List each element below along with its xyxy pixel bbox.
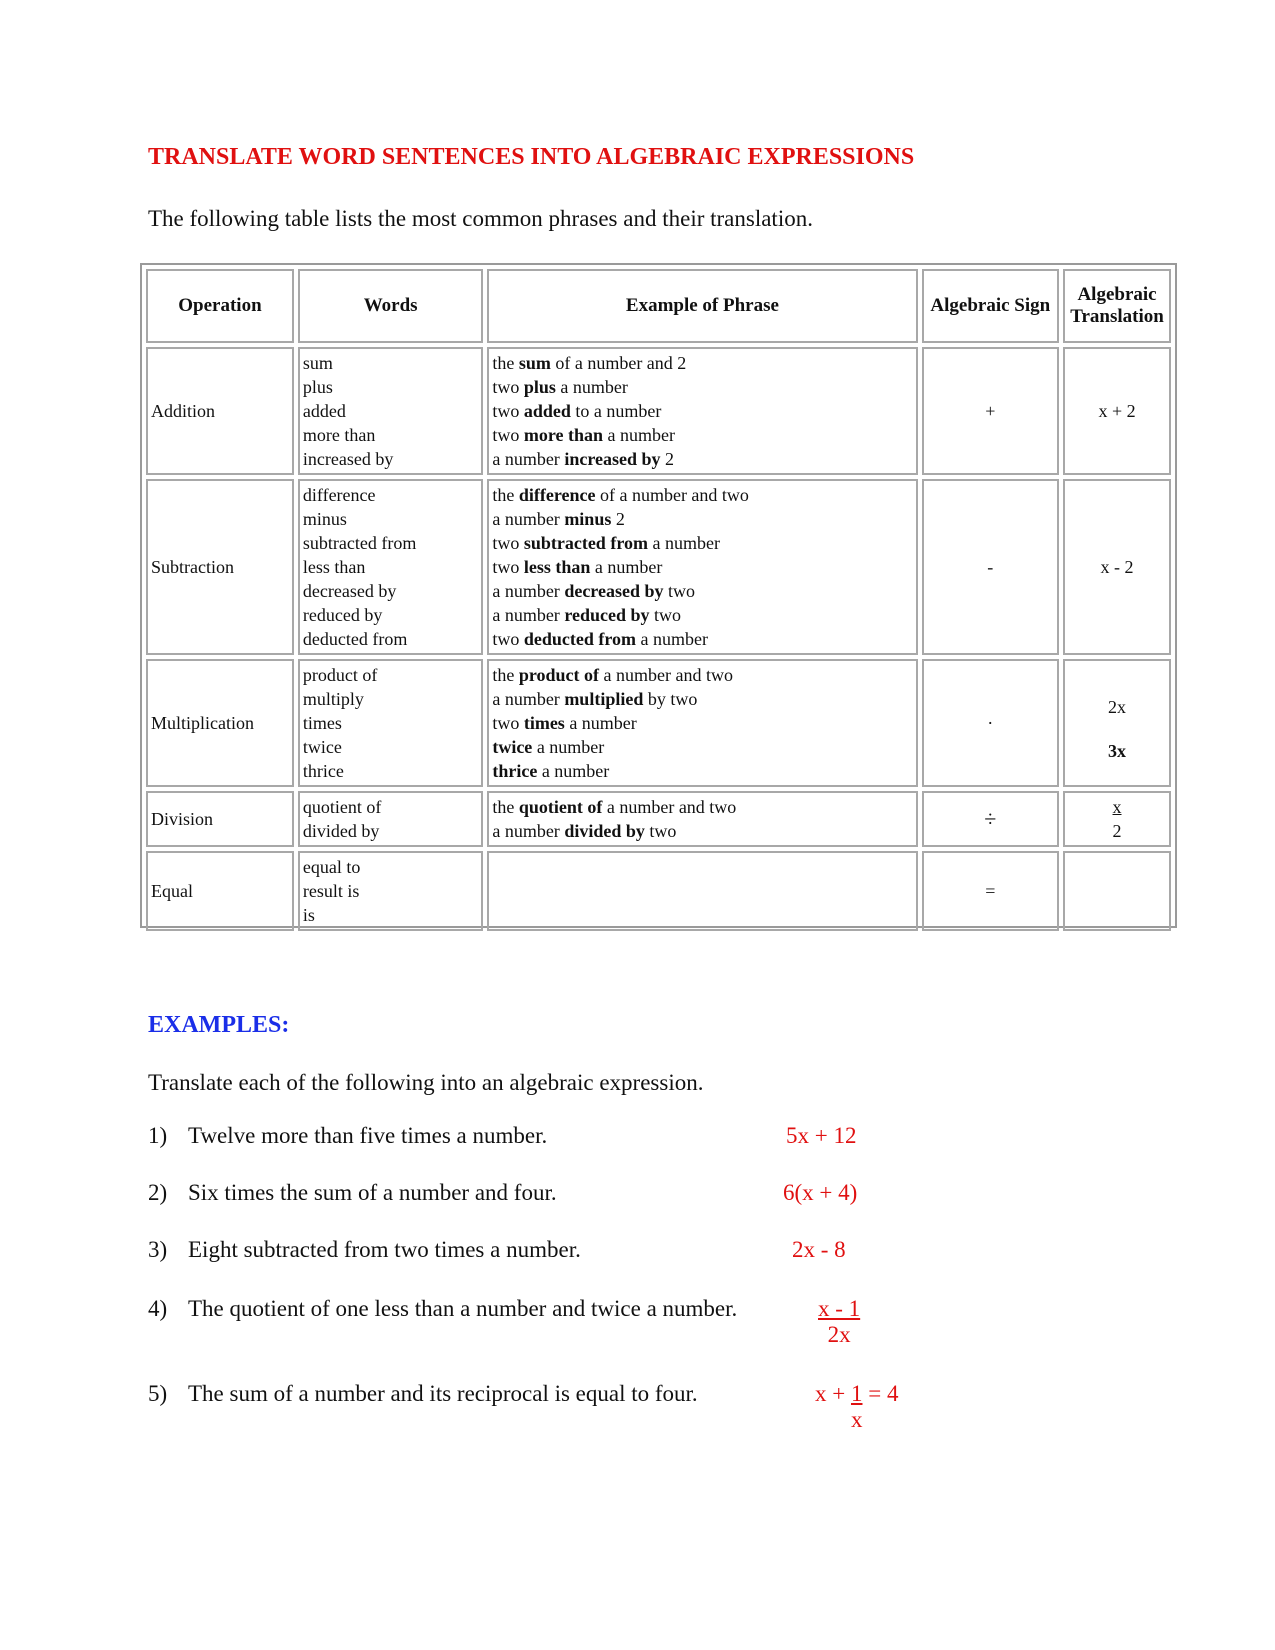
operation-cell: Subtraction	[146, 479, 294, 655]
operation-cell: Division	[146, 791, 294, 847]
words-cell: quotient of divided by	[298, 791, 483, 847]
example-answer: 5x + 12	[786, 1123, 857, 1148]
sign-cell: +	[922, 347, 1060, 475]
header-sign: Algebraic Sign	[922, 269, 1060, 343]
table-row	[146, 791, 1171, 847]
table-row	[146, 851, 1171, 931]
words-cell: sum plus added more than increased by	[298, 347, 483, 475]
table-row	[146, 659, 1171, 787]
words-cell: equal to result is is	[298, 851, 483, 931]
table-row	[146, 479, 1171, 655]
words-cell: product of multiply times twice thrice	[298, 659, 483, 787]
example-answer: x + $\frac{1}{x}$ = 4	[815, 1381, 899, 1432]
example-answer: 2x - 8	[792, 1237, 846, 1262]
sign-cell: ·	[922, 659, 1060, 787]
intro-text: The following table lists the most common phrases and their translation.	[148, 206, 813, 231]
example-cell: the difference of a number and two a number minus 2 two subtracted from a number two less than a number a number decreased by two a number reduced by two two deducted from a number	[487, 479, 917, 655]
translation-cell	[1063, 791, 1171, 847]
operation-cell: Multiplication	[146, 659, 294, 787]
example-cell	[487, 851, 917, 931]
sign-cell: -	[922, 479, 1060, 655]
translation-cell: x - 2	[1063, 479, 1171, 655]
example-answer	[818, 1296, 860, 1348]
operation-cell: Equal	[146, 851, 294, 931]
examples-title: EXAMPLES:	[148, 1012, 290, 1038]
operation-cell: Addition	[146, 347, 294, 475]
translation-table	[140, 263, 1177, 928]
table-row	[146, 347, 1171, 475]
example-item: 4) The quotient of one less than a number and twice a number.	[148, 1296, 738, 1321]
page-title: TRANSLATE WORD SENTENCES INTO ALGEBRAIC EXPRESSIONS	[148, 144, 915, 170]
examples-intro: Translate each of the following into an algebraic expression.	[148, 1070, 704, 1095]
example-cell: the sum of a number and 2 two plus a number two added to a number two more than a number a number increased by 2	[487, 347, 917, 475]
header-example: Example of Phrase	[487, 269, 917, 343]
example-item: 1) Twelve more than five times a number.	[148, 1123, 548, 1148]
example-item: 3) Eight subtracted from two times a number.	[148, 1237, 581, 1262]
fraction: $\frac{x}{2}$	[1112, 797, 1122, 841]
header-operation: Operation	[146, 269, 294, 343]
translation-cell	[1063, 851, 1171, 931]
translation-cell: x + 2	[1063, 347, 1171, 475]
example-item: 5) The sum of a number and its reciprocal is equal to four.	[148, 1381, 698, 1406]
example-answer: 6(x + 4)	[783, 1180, 858, 1205]
example-item: 2) Six times the sum of a number and four.	[148, 1180, 557, 1205]
header-translation: Algebraic Translation	[1063, 269, 1171, 343]
fraction: $\frac{x - 1}{2x}$	[818, 1296, 861, 1347]
words-cell: difference minus subtracted from less than decreased by reduced by deducted from	[298, 479, 483, 655]
header-words: Words	[298, 269, 483, 343]
translation-cell: 2x 3x	[1063, 659, 1171, 787]
fraction: $\frac{1}{x}$	[850, 1381, 863, 1432]
sign-cell: ÷	[922, 791, 1060, 847]
example-cell: the quotient of a number and two a number divided by two	[487, 791, 917, 847]
table-header-row	[146, 269, 1171, 343]
sign-cell: =	[922, 851, 1060, 931]
example-cell: the product of a number and two a number multiplied by two two times a number twice a number thrice a number	[487, 659, 917, 787]
